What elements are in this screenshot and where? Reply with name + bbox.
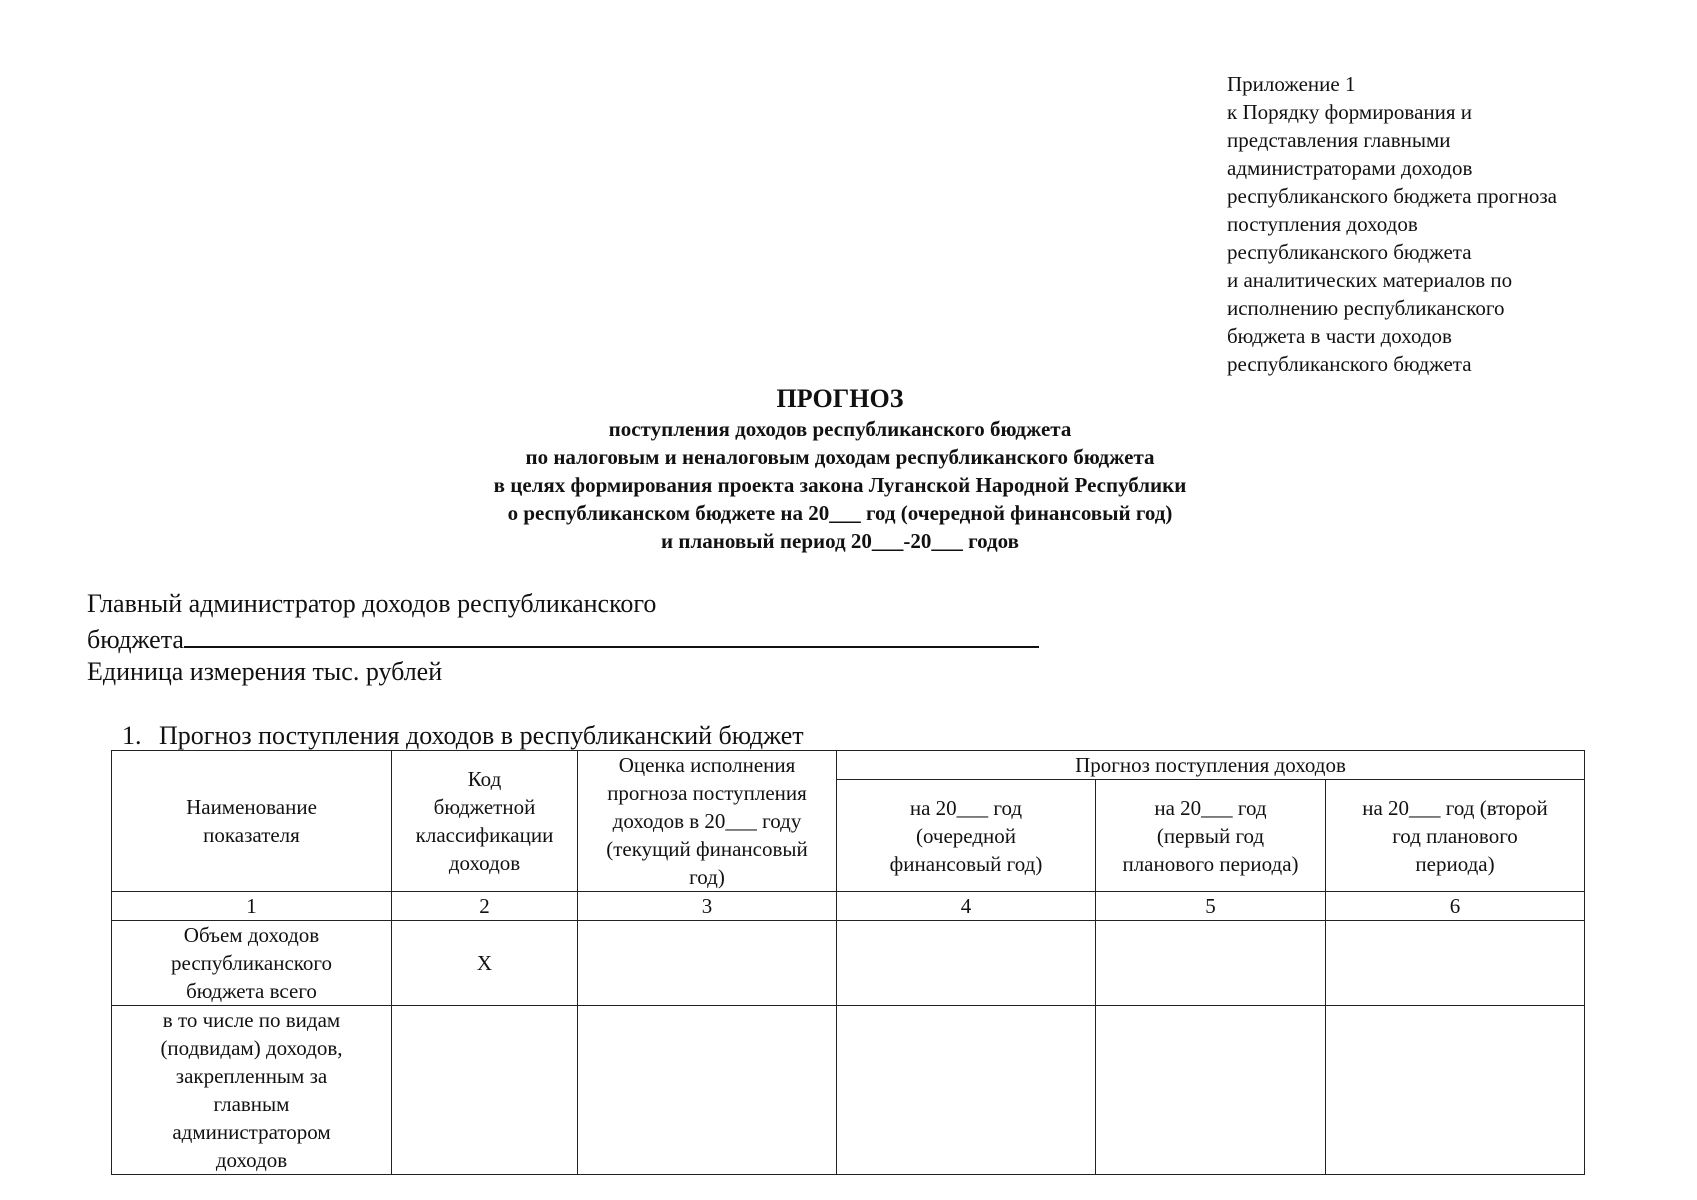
appendix-line: администраторами доходов xyxy=(1227,156,1473,180)
admin-label-line2 xyxy=(87,620,1087,656)
admin-name-field[interactable] xyxy=(184,620,1039,648)
header-current-estimate: Оценка исполнения прогноза поступления доходов в 20___ году (текущий финансовый год) xyxy=(578,751,837,892)
document-meta xyxy=(87,588,1087,688)
column-number: 1 xyxy=(112,892,392,921)
section-heading xyxy=(122,720,804,752)
section-number: 1. xyxy=(122,721,142,750)
admin-label-line1: Главный администратор доходов республиканского xyxy=(87,589,657,618)
header-forecast-group: Прогноз поступления доходов xyxy=(837,751,1585,780)
title-line: по налоговым и неналоговым доходам республиканского бюджета xyxy=(525,445,1155,469)
row-value-cell[interactable] xyxy=(837,921,1096,1006)
unit-label: Единица измерения тыс. рублей xyxy=(87,657,443,686)
row-value-cell[interactable] xyxy=(1096,1006,1326,1175)
row-name-cell: Объем доходов республиканского бюджета всего xyxy=(112,921,392,1006)
appendix-line: исполнению республиканского xyxy=(1227,296,1505,320)
title-line: поступления доходов республиканского бюджета xyxy=(608,417,1072,441)
appendix-note xyxy=(1227,70,1647,378)
document-title xyxy=(240,383,1440,555)
column-number: 5 xyxy=(1096,892,1326,921)
table-header-row xyxy=(112,751,1585,780)
column-number: 3 xyxy=(578,892,837,921)
table-row xyxy=(112,1006,1585,1175)
row-value-cell[interactable] xyxy=(578,1006,837,1175)
header-plan-year2: на 20___ год (второй год планового периода) xyxy=(1326,780,1585,892)
row-code-cell[interactable] xyxy=(392,1006,578,1175)
section-title: Прогноз поступления доходов в республиканский бюджет xyxy=(159,721,804,750)
header-budget-code: Код бюджетной классификации доходов xyxy=(392,751,578,892)
appendix-line: и аналитических материалов по xyxy=(1227,268,1513,292)
title-main: ПРОГНОЗ xyxy=(776,384,904,413)
column-number: 6 xyxy=(1326,892,1585,921)
row-value-cell[interactable] xyxy=(837,1006,1096,1175)
appendix-line: республиканского бюджета xyxy=(1227,352,1472,376)
row-value-cell[interactable] xyxy=(578,921,837,1006)
title-line: и плановый период 20___-20___ годов xyxy=(661,529,1019,553)
title-line: о республиканском бюджете на 20___ год (очередной финансовый год) xyxy=(507,501,1173,525)
appendix-line: республиканского бюджета xyxy=(1227,240,1472,264)
header-next-year: на 20___ год (очередной финансовый год) xyxy=(837,780,1096,892)
appendix-line: республиканского бюджета прогноза xyxy=(1227,184,1558,208)
header-plan-year1: на 20___ год (первый год планового периода) xyxy=(1096,780,1326,892)
column-number: 4 xyxy=(837,892,1096,921)
appendix-line: бюджета в части доходов xyxy=(1227,324,1452,348)
column-number: 2 xyxy=(392,892,578,921)
admin-label-budget: бюджета xyxy=(87,625,184,654)
row-code-cell: X xyxy=(392,921,578,1006)
appendix-line: поступления доходов xyxy=(1227,212,1418,236)
column-number-row xyxy=(112,892,1585,921)
header-indicator-name: Наименование показателя xyxy=(112,751,392,892)
row-name-cell: в то числе по видам (подвидам) доходов, закрепленным за главным администратором доходов xyxy=(112,1006,392,1175)
row-value-cell[interactable] xyxy=(1326,921,1585,1006)
forecast-table xyxy=(111,750,1585,1175)
appendix-line: представления главными xyxy=(1227,128,1451,152)
table-row xyxy=(112,921,1585,1006)
title-line: в целях формирования проекта закона Луганской Народной Республики xyxy=(493,473,1187,497)
row-value-cell[interactable] xyxy=(1326,1006,1585,1175)
appendix-line: Приложение 1 xyxy=(1227,72,1356,96)
appendix-line: к Порядку формирования и xyxy=(1227,100,1473,124)
row-value-cell[interactable] xyxy=(1096,921,1326,1006)
